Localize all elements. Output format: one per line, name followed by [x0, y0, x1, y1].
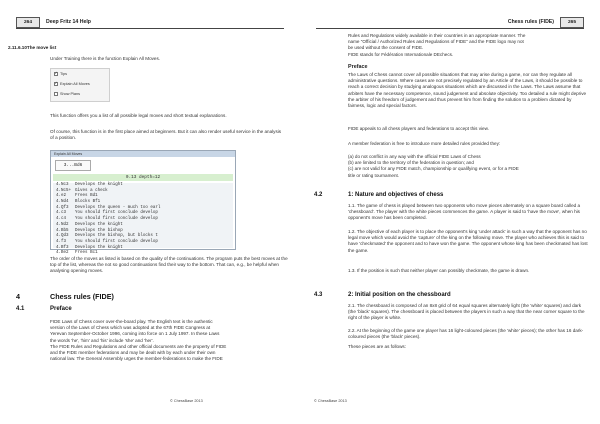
cont-line: FIDE stands for Fédération Internationale DEchecs. — [348, 51, 454, 57]
article-1-2: 1.2. The objective of each player is to place the opponent's king 'under attack' in such a way that the opponent has no legal move which would avoid the 'capture' of the king on the following move. The player who achieves this is said to have 'checkmated' the opponent and to have won the game. The opponent whose king has been checkmated has lost the game. — [348, 229, 588, 253]
list-item-desc: Develops the bishop — [75, 228, 123, 233]
move-explanations-list[interactable] — [53, 183, 233, 256]
option-tips[interactable] — [54, 72, 67, 76]
condition-item: title or rating tournament. — [348, 172, 400, 178]
para-aimed-beginners: Of course, this function is in the first place aimed at beginners. But it can also render useful service in the analysis of a position. — [50, 129, 282, 141]
subheading-move-list: 2.11.6.10The move list — [8, 45, 57, 50]
para-function-offers: This function offers you a list of all possible legal moves and short textual explanations. — [50, 113, 227, 118]
section-4-2-title: 1: Nature and objectives of chess — [348, 192, 444, 198]
article-1-3: 1.3. If the position is such that neither player can possibly checkmate, the game is drawn. — [348, 268, 530, 273]
list-item-desc: Blocks Bf1 — [75, 200, 101, 205]
list-item-desc: Develops the queen - much too earl — [75, 205, 161, 210]
pieces-intro: These pieces are as follows: — [348, 344, 406, 349]
condition-item: (a) do not conflict in any way with the official FIDE Laws of Chess — [348, 154, 481, 159]
list-item-desc: Frees Bc1 — [75, 251, 98, 256]
current-move-field: 3...Bd6 — [55, 160, 91, 171]
right-page-header — [316, 17, 584, 28]
condition-item: (c) are not valid for any FIDE match, championship or qualifying event, or for a FIDE — [348, 166, 519, 172]
list-item-desc: You should first conclude develop — [75, 239, 158, 244]
preface-line: version of the Laws of Chess which was adopted at the 67th FIDE Congress at — [50, 325, 211, 331]
evaluation-bar: 0.13 depth=12 — [53, 174, 233, 181]
para-order-of-moves: The order of the moves as listed is based on the quality of the continuations. The program puts the best moves at the top of the list, whereas the not so good continuations find their way to the bottom. That can, e.g., be helpful when analysing opening moves. — [50, 256, 288, 274]
option-explain-all-moves[interactable] — [54, 82, 90, 86]
article-1-1: 1.1. The game of chess is played between two opponents who move pieces alternately on a square board called a 'chessboard'. The player with the white pieces commences the game. A player is said to 'have the move', when his opponent's move has been completed. — [348, 203, 581, 221]
list-item-move: 4.Qf3 — [56, 205, 69, 210]
right-page-number: 265 — [560, 17, 584, 28]
left-page-header — [16, 17, 284, 28]
preface-text-left — [50, 319, 288, 362]
list-item-move: 4.c3 — [56, 211, 67, 216]
list-item-move: 4.Be2 — [56, 251, 69, 256]
left-footer: © ChessBase 2013 — [170, 399, 203, 403]
list-item-desc: Gives a check — [75, 188, 108, 193]
cont-line: Rules and Regulations widely available in their countries in an appropriate manner. The — [348, 33, 526, 38]
list-item-move: 4.Nc3 — [56, 183, 69, 187]
window-title: Explain All Moves — [51, 151, 235, 157]
preface-line: The FIDE Rules and Regulations and other official documents are the property of FIDE — [50, 343, 227, 349]
list-item-move: 4.e2 — [56, 194, 67, 199]
preface-line: Yerevan September-October 1996, coming into force on 1 July 1997. In these Laws — [50, 331, 220, 337]
cont-line: be used without the consent of FIDE. — [348, 45, 424, 51]
article-2-2: 2.2. At the beginning of the game one player has 16 light-coloured pieces (the 'white' pieces); the other has 16 dark-coloured pieces (the 'black' pieces). — [348, 328, 584, 340]
list-item-desc: Develops the bishop, but blocks t — [75, 234, 158, 239]
list-item-desc: Develops the knight — [75, 222, 123, 227]
list-item-move: 4.Nd2 — [56, 222, 69, 227]
option-show-plans[interactable] — [54, 92, 80, 96]
left-page-number: 264 — [16, 17, 40, 28]
section-4-2-number: 4.2 — [314, 192, 323, 198]
checkbox-tips[interactable]: ✓ — [54, 71, 58, 76]
option-explain-all-moves-label: Explain All Moves — [60, 82, 90, 86]
training-options-panel — [50, 68, 110, 102]
right-page — [300, 0, 600, 424]
right-header-title: Chess rules (FIDE) — [507, 19, 554, 25]
federation-intro: A member federation is free to introduce more detailed rules provided they: — [348, 141, 501, 146]
preface-heading: Preface — [348, 64, 368, 70]
list-item-desc: Develops the knight — [75, 245, 123, 250]
checkbox-explain-all-moves[interactable]: ✓ — [54, 81, 58, 86]
option-show-plans-label: Show Plans — [60, 92, 81, 96]
list-item-move: 4.f3 — [56, 239, 67, 244]
chapter-number: 4 — [16, 292, 20, 301]
section-4-3-number: 4.3 — [314, 292, 323, 298]
right-footer: © ChessBase 2013 — [314, 399, 347, 403]
left-header-title: Deep Fritz 14 Help — [46, 19, 91, 25]
preface-line: FIDE Laws of Chess cover over-the-board play. The English text is the authentic — [50, 319, 213, 324]
chapter-title: Chess rules (FIDE) — [50, 292, 114, 301]
fide-rules-continuation — [348, 33, 592, 58]
section-4-1-number: 4.1 — [16, 306, 25, 312]
condition-item: (b) are limited to the territory of the federation in question; and — [348, 160, 474, 166]
list-item-move: 4.Bf3 — [56, 245, 69, 250]
list-item-move: 4.c4 — [56, 217, 67, 222]
preface-line: and the FIDE member federations and may be dealt with by each under their own — [50, 350, 216, 356]
intro-text: Under Training there is the function Explain All Moves. — [50, 56, 161, 61]
list-item-move: 4.Nc5+ — [56, 188, 72, 193]
preface-line: the words 'he', 'him' and 'his' include 'she' and 'her'. — [50, 337, 154, 343]
right-header-rule — [316, 28, 584, 29]
section-4-3-title: 2: Initial position on the chessboard — [348, 292, 451, 298]
cont-line: name "Official / Authorized Rules and Regulations of FIDE" and the FIDE logo may not — [348, 39, 524, 45]
list-item-desc: You should first conclude develop — [75, 217, 158, 222]
list-item-desc: Develops the knight — [75, 183, 123, 187]
federation-conditions — [348, 154, 592, 179]
article-2-1: 2.1. The chessboard is composed of an 8x8 grid of 64 equal squares alternately light (the 'white' squares) and dark (the 'black' squares). The chessboard is placed between the players in such a way that the near corner square to the right of the player is white. — [348, 303, 585, 321]
checkbox-show-plans[interactable] — [54, 92, 58, 96]
option-tips-label: Tips — [60, 72, 68, 76]
left-header-rule — [16, 28, 284, 29]
list-item-desc: You should first conclude develop — [75, 211, 158, 216]
explain-all-moves-window — [50, 150, 236, 256]
list-item-desc: Frees Bd1 — [75, 194, 98, 199]
fide-appeal: FIDE appeals to all chess players and federations to accept this view. — [348, 126, 489, 131]
preface-line: national law. The General Assembly urges the member-federations to make the FIDE — [50, 356, 223, 362]
preface-body: The Laws of Chess cannot cover all possible situations that may arise during a game, nor can they regulate all administrative questions. Where cases are not precisely regulated by an Article of the Laws, it should be possible to reach a correct decision by studying analogous situations which are discussed in the Laws. The Laws assume that arbiters have the necessary competence, sound judgement and absolute objectivity. Too detailed a rule might deprive the arbiter of his freedom of judgement and thus prevent him from finding the solution to a problem dictated by fairness, logic and special factors. — [348, 72, 587, 109]
list-item-move: 4.Qd3 — [56, 234, 69, 239]
section-4-1-title: Preface — [50, 306, 72, 312]
list-item-move: 4.Bb5 — [56, 228, 69, 233]
list-item-move: 4.Nd4 — [56, 200, 69, 205]
